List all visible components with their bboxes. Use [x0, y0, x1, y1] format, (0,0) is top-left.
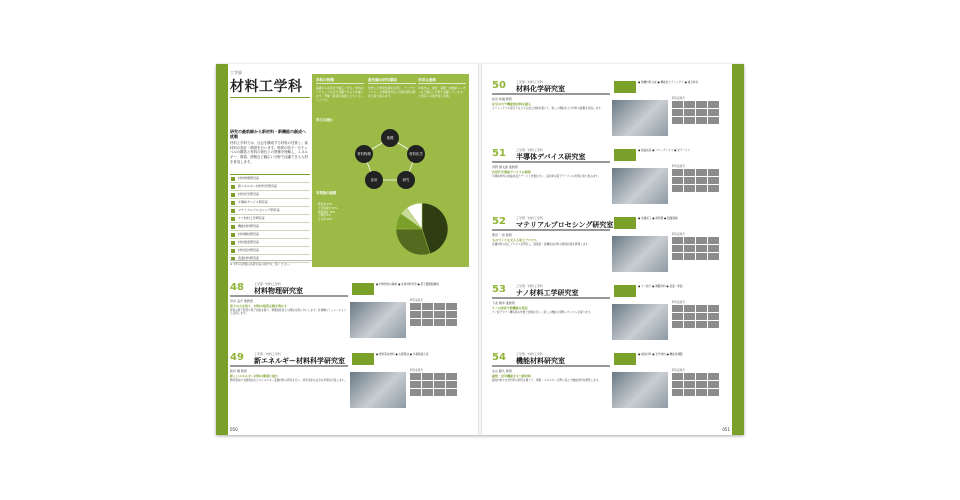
bullet-square-icon: [231, 217, 235, 221]
thumbnail: [410, 373, 421, 380]
thumbnail: [434, 319, 445, 326]
lab-number: 52: [492, 216, 506, 227]
lab-category: 工学部／材料工学科: [516, 148, 544, 152]
lab-side-box: [672, 165, 732, 205]
thumbnail: [672, 177, 683, 184]
lab-photo: [612, 236, 668, 272]
lab-header-rule: [492, 365, 610, 367]
lab-list-item: [230, 191, 310, 199]
lab-list-item: [230, 223, 310, 231]
thumbnail: [410, 381, 421, 388]
lab-block: [230, 282, 468, 342]
left-page-number: 050: [230, 427, 238, 432]
bullet-square-icon: [231, 177, 235, 181]
diagram-node-label: 基礎: [386, 136, 394, 141]
lab-description-text: セラミックスや高分子などの合成と評価を通じて、新しい機能をもつ材料の創製を目指します。: [492, 106, 604, 110]
diagram-node-label: 研究: [402, 178, 410, 183]
lab-number: 51: [492, 148, 506, 159]
thumbnail: [708, 109, 719, 116]
thumbnail: [696, 185, 707, 192]
pie-legend-item: 情報通信 10%: [318, 210, 335, 214]
lab-list-item: [230, 207, 310, 215]
thumbnail: [672, 101, 683, 108]
lab-list-item: [230, 175, 310, 183]
thumbnail-row: [410, 311, 470, 318]
lab-list-item: [230, 239, 310, 247]
feature-column-3: [418, 78, 466, 98]
title-rule: [230, 97, 310, 98]
lab-header-rule: [492, 161, 610, 163]
feature-text-2: 充実した研究設備を活用し、ナノテクノロジーや環境材料など先端分野の研究に取り組みます。: [368, 86, 416, 98]
thumbnail-row: [672, 185, 732, 192]
lab-block: [492, 284, 730, 344]
feature-title-1: 学科の特徴: [316, 78, 364, 84]
lab-professor: 河井 良介 准教授: [230, 299, 253, 303]
lab-number: 48: [230, 282, 244, 293]
thumbnail: [696, 373, 707, 380]
lab-professor: 豊田 一彦 教授: [492, 233, 512, 237]
lab-number: 53: [492, 284, 506, 295]
thumbnail: [672, 185, 683, 192]
thumbnail: [696, 381, 707, 388]
thumbnail: [708, 305, 719, 312]
lab-photo: [350, 372, 406, 408]
lab-name: 半導体デバイス研究室: [516, 153, 586, 161]
lab-category: 工学部／材料工学科: [516, 80, 544, 84]
lab-badge-icon: [614, 149, 636, 161]
lab-block: [492, 352, 730, 412]
lab-photo: [612, 304, 668, 340]
side-box-label: 研究室紹介: [672, 233, 685, 236]
lab-category: 工学部／材料工学科: [516, 216, 544, 220]
lab-professor: 松田 和雄 教授: [492, 97, 512, 101]
lab-professor: 新井 剛 教授: [230, 369, 247, 373]
bullet-square-icon: [231, 225, 235, 229]
lab-number: 50: [492, 80, 506, 91]
thumbnail-row: [672, 321, 732, 328]
thumbnail: [684, 373, 695, 380]
thumbnail: [684, 321, 695, 328]
lab-keywords: ● 磁性材料 ● 光学材料 ● 機能性薄膜: [638, 353, 683, 356]
magazine-spread: [216, 64, 744, 435]
lab-category: 工学部／材料工学科: [516, 284, 544, 288]
thumbnail: [422, 389, 433, 396]
lab-description: [492, 103, 610, 110]
lab-description-text: 磁性材料や光学材料の研究を通じて、情報・エネルギー分野に役立つ機能材料を開発します。: [492, 378, 601, 382]
pie-legend-item: 大学院進学 30%: [318, 206, 338, 210]
lab-list-label: マテリアルプロセシング研究室: [238, 208, 280, 212]
lab-description-text: ナノ粒子やナノ構造体の作製と評価を行い、新しい機能の発現メカニズムを探ります。: [492, 310, 593, 314]
lab-list-item: [230, 215, 310, 223]
thumbnail: [708, 253, 719, 260]
left-edge-band: [216, 64, 228, 435]
lab-description-text: 材料の原子配列や電子状態を調べ、物理的性質との関係を明らかにします。計算機シミュレーションも活用します。: [230, 308, 347, 316]
thumbnail: [696, 321, 707, 328]
thumbnail: [422, 381, 433, 388]
thumbnail-row: [672, 245, 732, 252]
lab-list-item: [230, 199, 310, 207]
thumbnail-row: [672, 373, 732, 380]
chart-title: 卒業後の進路: [316, 191, 337, 195]
career-pie-chart: [382, 197, 462, 261]
thumbnail: [684, 237, 695, 244]
career-chart: [316, 195, 464, 263]
lab-side-box: [672, 97, 732, 137]
thumbnail-row: [410, 319, 470, 326]
department-title: 材料工学科: [230, 79, 303, 95]
thumbnail: [708, 313, 719, 320]
page-spine: [478, 64, 482, 435]
lab-list-item: [230, 247, 310, 255]
thumbnail-row: [672, 313, 732, 320]
lab-side-box: [672, 301, 732, 341]
lab-professor: 下条 雅幸 准教授: [492, 301, 515, 305]
thumbnail: [684, 177, 695, 184]
thumbnail: [696, 389, 707, 396]
lab-side-box: [672, 369, 732, 409]
thumbnail-row: [410, 381, 470, 388]
lab-header-rule: [230, 295, 348, 297]
thumbnail: [696, 245, 707, 252]
lab-block: [492, 148, 730, 208]
diagram-node-label: 応用: [370, 178, 378, 183]
thumbnail-row: [672, 177, 732, 184]
thumbnail: [696, 253, 707, 260]
thumbnail: [708, 169, 719, 176]
lab-name: マテリアルプロセシング研究室: [516, 221, 614, 229]
lab-keywords: ● ナノ粒子 ● 薄膜材料 ● 表面・界面: [638, 285, 683, 288]
lab-number: 54: [492, 352, 506, 363]
thumbnail: [434, 303, 445, 310]
thumbnail: [696, 237, 707, 244]
thumbnail: [708, 389, 719, 396]
thumbnail: [446, 303, 457, 310]
lab-list-label: 材料解析研究室: [238, 232, 260, 236]
lab-keywords: ● 無機材料合成 ● 機能性セラミックス ● 複合材料: [638, 81, 699, 84]
thumbnail: [708, 185, 719, 192]
thumbnail: [446, 319, 457, 326]
thumbnail: [684, 185, 695, 192]
lab-photo: [612, 372, 668, 408]
feature-column-2: [368, 78, 416, 98]
right-edge-band: [732, 64, 744, 435]
thumbnail: [410, 311, 421, 318]
lab-description: [492, 307, 610, 314]
lab-list-item: [230, 231, 310, 239]
pie-legend: [318, 203, 372, 222]
lab-list-label: 表面材料研究室: [238, 256, 260, 260]
feature-text-1: 基礎から応用まで幅広く学び、材料のプロとして社会で活躍できる力を養います。実験・演習を重視したカリキュラムです。: [316, 86, 364, 102]
thumbnail: [684, 245, 695, 252]
lead-text: 材料工学科では、社会を構成する材料の性質と、新材料の設計・開発を行います。物質の原子・分子レベルの構造と材料の物性との関係を理解し、エネルギー、環境、情報など幅広い分野で活躍できる人材を育成します。: [230, 141, 308, 164]
feature-panel: [312, 74, 469, 267]
side-box-label: 研究室紹介: [672, 165, 685, 168]
thumbnail: [422, 311, 433, 318]
lab-description: [230, 305, 348, 316]
thumbnail: [434, 389, 445, 396]
thumbnail: [672, 381, 683, 388]
lab-list-label: 材料設計研究室: [238, 248, 260, 252]
feature-text-3: 卒業生は、素材・電機・自動車メーカーなど幅広い分野で活躍しています。大学院への進学者も多数。: [418, 86, 466, 98]
lab-description-heading: 磁性・光学機能をもつ新材料: [492, 374, 532, 378]
thumbnail: [684, 169, 695, 176]
lab-category: 工学部／材料工学科: [516, 352, 544, 356]
thumbnail: [708, 177, 719, 184]
thumbnail: [696, 117, 707, 124]
thumbnail: [684, 109, 695, 116]
thumbnail: [672, 305, 683, 312]
lab-list-label: 半導体デバイス研究室: [238, 200, 268, 204]
thumbnail: [446, 373, 457, 380]
lab-header-rule: [492, 93, 610, 95]
lab-description-heading: ものづくりを支える加工プロセス: [492, 238, 538, 242]
bullet-square-icon: [231, 241, 235, 245]
lab-description-heading: ナノの世界で新機能を発見: [492, 306, 528, 310]
thumbnail: [422, 373, 433, 380]
lab-description: [492, 375, 610, 382]
lab-photo: [612, 168, 668, 204]
thumbnail: [708, 373, 719, 380]
lab-list-item: [230, 183, 310, 191]
thumbnail: [672, 321, 683, 328]
thumbnail: [696, 109, 707, 116]
lab-name: ナノ材料工学研究室: [516, 289, 579, 297]
lab-header-rule: [492, 297, 610, 299]
lab-header-rule: [230, 365, 348, 367]
lab-side-box: [410, 299, 470, 339]
thumbnail: [446, 311, 457, 318]
thumbnail: [410, 319, 421, 326]
lab-side-box: [410, 369, 470, 409]
thumbnail: [672, 253, 683, 260]
diagram-title: 学びの流れ: [316, 118, 333, 122]
thumbnail-row: [672, 109, 732, 116]
thumbnail-row: [672, 101, 732, 108]
lead-heading: 研究の最前線から新材料・新機能の創成へ挑戦: [230, 129, 306, 139]
thumbnail: [672, 245, 683, 252]
lab-badge-icon: [614, 81, 636, 93]
diagram-node-label: 材料化学: [409, 152, 423, 157]
thumbnail: [708, 101, 719, 108]
diagram-node-label: 材料物理: [357, 152, 371, 157]
side-box-label: 研究室紹介: [410, 299, 423, 302]
thumbnail: [672, 109, 683, 116]
feature-title-2: 最先端の研究環境: [368, 78, 416, 84]
thumbnail: [422, 303, 433, 310]
thumbnail: [696, 101, 707, 108]
thumbnail: [446, 381, 457, 388]
faculty-label: 工学部: [230, 70, 242, 75]
lab-name: 機能材料研究室: [516, 357, 565, 365]
feature-title-3: 多彩な進路: [418, 78, 466, 84]
lab-block: [492, 80, 730, 140]
lab-list-label: 材料物理研究室: [238, 176, 260, 180]
lab-list-label: 機能材料研究室: [238, 224, 260, 228]
lab-name: 材料物理研究室: [254, 287, 303, 295]
lab-category: 工学部／材料工学科: [254, 282, 282, 286]
bullet-square-icon: [231, 249, 235, 253]
thumbnail: [672, 169, 683, 176]
lab-name: 新エネルギー材料科学研究室: [254, 357, 345, 365]
thumbnail: [672, 389, 683, 396]
lab-photo: [350, 302, 406, 338]
lab-professor: 永山 勝久 教授: [492, 369, 512, 373]
lab-keywords: ● 材料物性の解析 ● 計算材料科学 ● 電子顕微鏡観察: [376, 283, 439, 286]
pie-legend-item: その他 10%: [318, 218, 333, 222]
right-page-number: 051: [722, 427, 730, 432]
feature-column-1: [316, 78, 364, 102]
bullet-square-icon: [231, 185, 235, 189]
side-box-label: 研究室紹介: [672, 97, 685, 100]
thumbnail-row: [672, 381, 732, 388]
lab-description-heading: 化学の力で機能性材料を創る: [492, 102, 532, 106]
study-flow-diagram: [330, 126, 450, 192]
thumbnail: [684, 101, 695, 108]
bullet-square-icon: [231, 209, 235, 213]
thumbnail: [672, 117, 683, 124]
pie-legend-item: 製造業 45%: [318, 203, 333, 206]
thumbnail-row: [672, 169, 732, 176]
thumbnail: [422, 319, 433, 326]
lab-block: [492, 216, 730, 276]
thumbnail-row: [410, 373, 470, 380]
lab-keywords: ● 金属加工 ● 熱処理 ● 組織制御: [638, 217, 678, 220]
bullet-square-icon: [231, 193, 235, 197]
thumbnail-row: [410, 303, 470, 310]
department-header: [230, 70, 310, 98]
thumbnail: [434, 373, 445, 380]
lab-side-box: [672, 233, 732, 273]
thumbnail: [708, 381, 719, 388]
lab-keywords: ● 燃料電池材料 ● 太陽電池 ● 水素吸蔵合金: [376, 353, 429, 356]
side-box-label: 研究室紹介: [410, 369, 423, 372]
thumbnail: [684, 313, 695, 320]
lab-description: [492, 171, 610, 178]
pie-legend-item: 公務員 5%: [318, 214, 331, 218]
thumbnail: [684, 117, 695, 124]
lab-description-text: 半導体材料の結晶成長とデバイス作製を行い、高効率な電子デバイスの実現に取り組みます。: [492, 174, 601, 178]
lab-list-label: 新エネルギー材料科学研究室: [238, 184, 278, 188]
lab-description: [230, 375, 348, 382]
lab-description-text: 燃料電池や太陽電池などのエネルギー変換材料の研究を行い、持続可能な社会の実現を目指します。: [230, 378, 347, 382]
lab-badge-icon: [352, 353, 374, 365]
thumbnail-row: [672, 117, 732, 124]
thumbnail: [672, 313, 683, 320]
thumbnail: [708, 321, 719, 328]
thumbnail: [696, 313, 707, 320]
thumbnail: [696, 305, 707, 312]
thumbnail: [672, 237, 683, 244]
lab-badge-icon: [614, 217, 636, 229]
thumbnail: [708, 117, 719, 124]
lab-keywords: ● 結晶成長 ● パワーデバイス ● 光デバイス: [638, 149, 691, 152]
thumbnail-row: [672, 237, 732, 244]
thumbnail: [684, 389, 695, 396]
thumbnail-row: [410, 389, 470, 396]
lab-description: [492, 239, 610, 246]
department-note: ※ 学科の詳細は各研究室の紹介をご覧ください。: [230, 260, 312, 266]
lab-badge-icon: [614, 353, 636, 365]
lab-list-label: 材料化学研究室: [238, 192, 260, 196]
thumbnail-row: [672, 389, 732, 396]
lab-header-rule: [492, 229, 610, 231]
lab-name: 材料化学研究室: [516, 85, 565, 93]
bullet-square-icon: [231, 233, 235, 237]
thumbnail: [434, 311, 445, 318]
lab-list-label: 材料強度研究室: [238, 240, 260, 244]
lab-block: [230, 352, 468, 412]
thumbnail: [708, 245, 719, 252]
lab-description-heading: 原子の力を知り、材料の性質を解き明かす: [230, 304, 288, 308]
thumbnail: [446, 389, 457, 396]
thumbnail: [696, 169, 707, 176]
lab-number: 49: [230, 352, 244, 363]
thumbnail: [672, 373, 683, 380]
lab-badge-icon: [614, 285, 636, 297]
thumbnail-row: [672, 305, 732, 312]
thumbnail: [684, 305, 695, 312]
lab-description-heading: 次世代半導体デバイスの開発: [492, 170, 531, 174]
thumbnail-row: [672, 253, 732, 260]
lab-list-label: ナノ材料工学研究室: [238, 216, 265, 220]
thumbnail: [410, 303, 421, 310]
thumbnail: [684, 253, 695, 260]
lab-description-heading: 新しいエネルギー材料の開発に挑む: [230, 374, 279, 378]
thumbnail: [708, 237, 719, 244]
lab-professor: 河野 健太郎 准教授: [492, 165, 518, 169]
lab-badge-icon: [352, 283, 374, 295]
department-lead: [230, 130, 308, 164]
side-box-label: 研究室紹介: [672, 369, 685, 372]
bullet-square-icon: [231, 201, 235, 205]
thumbnail: [434, 381, 445, 388]
thumbnail: [684, 381, 695, 388]
lab-photo: [612, 100, 668, 136]
side-box-label: 研究室紹介: [672, 301, 685, 304]
lab-category: 工学部／材料工学科: [254, 352, 282, 356]
thumbnail: [410, 389, 421, 396]
lab-description-text: 金属材料の加工プロセスを研究し、高強度・高機能な材料の製造技術を開発します。: [492, 242, 591, 246]
thumbnail: [696, 177, 707, 184]
lab-list: [230, 174, 310, 263]
